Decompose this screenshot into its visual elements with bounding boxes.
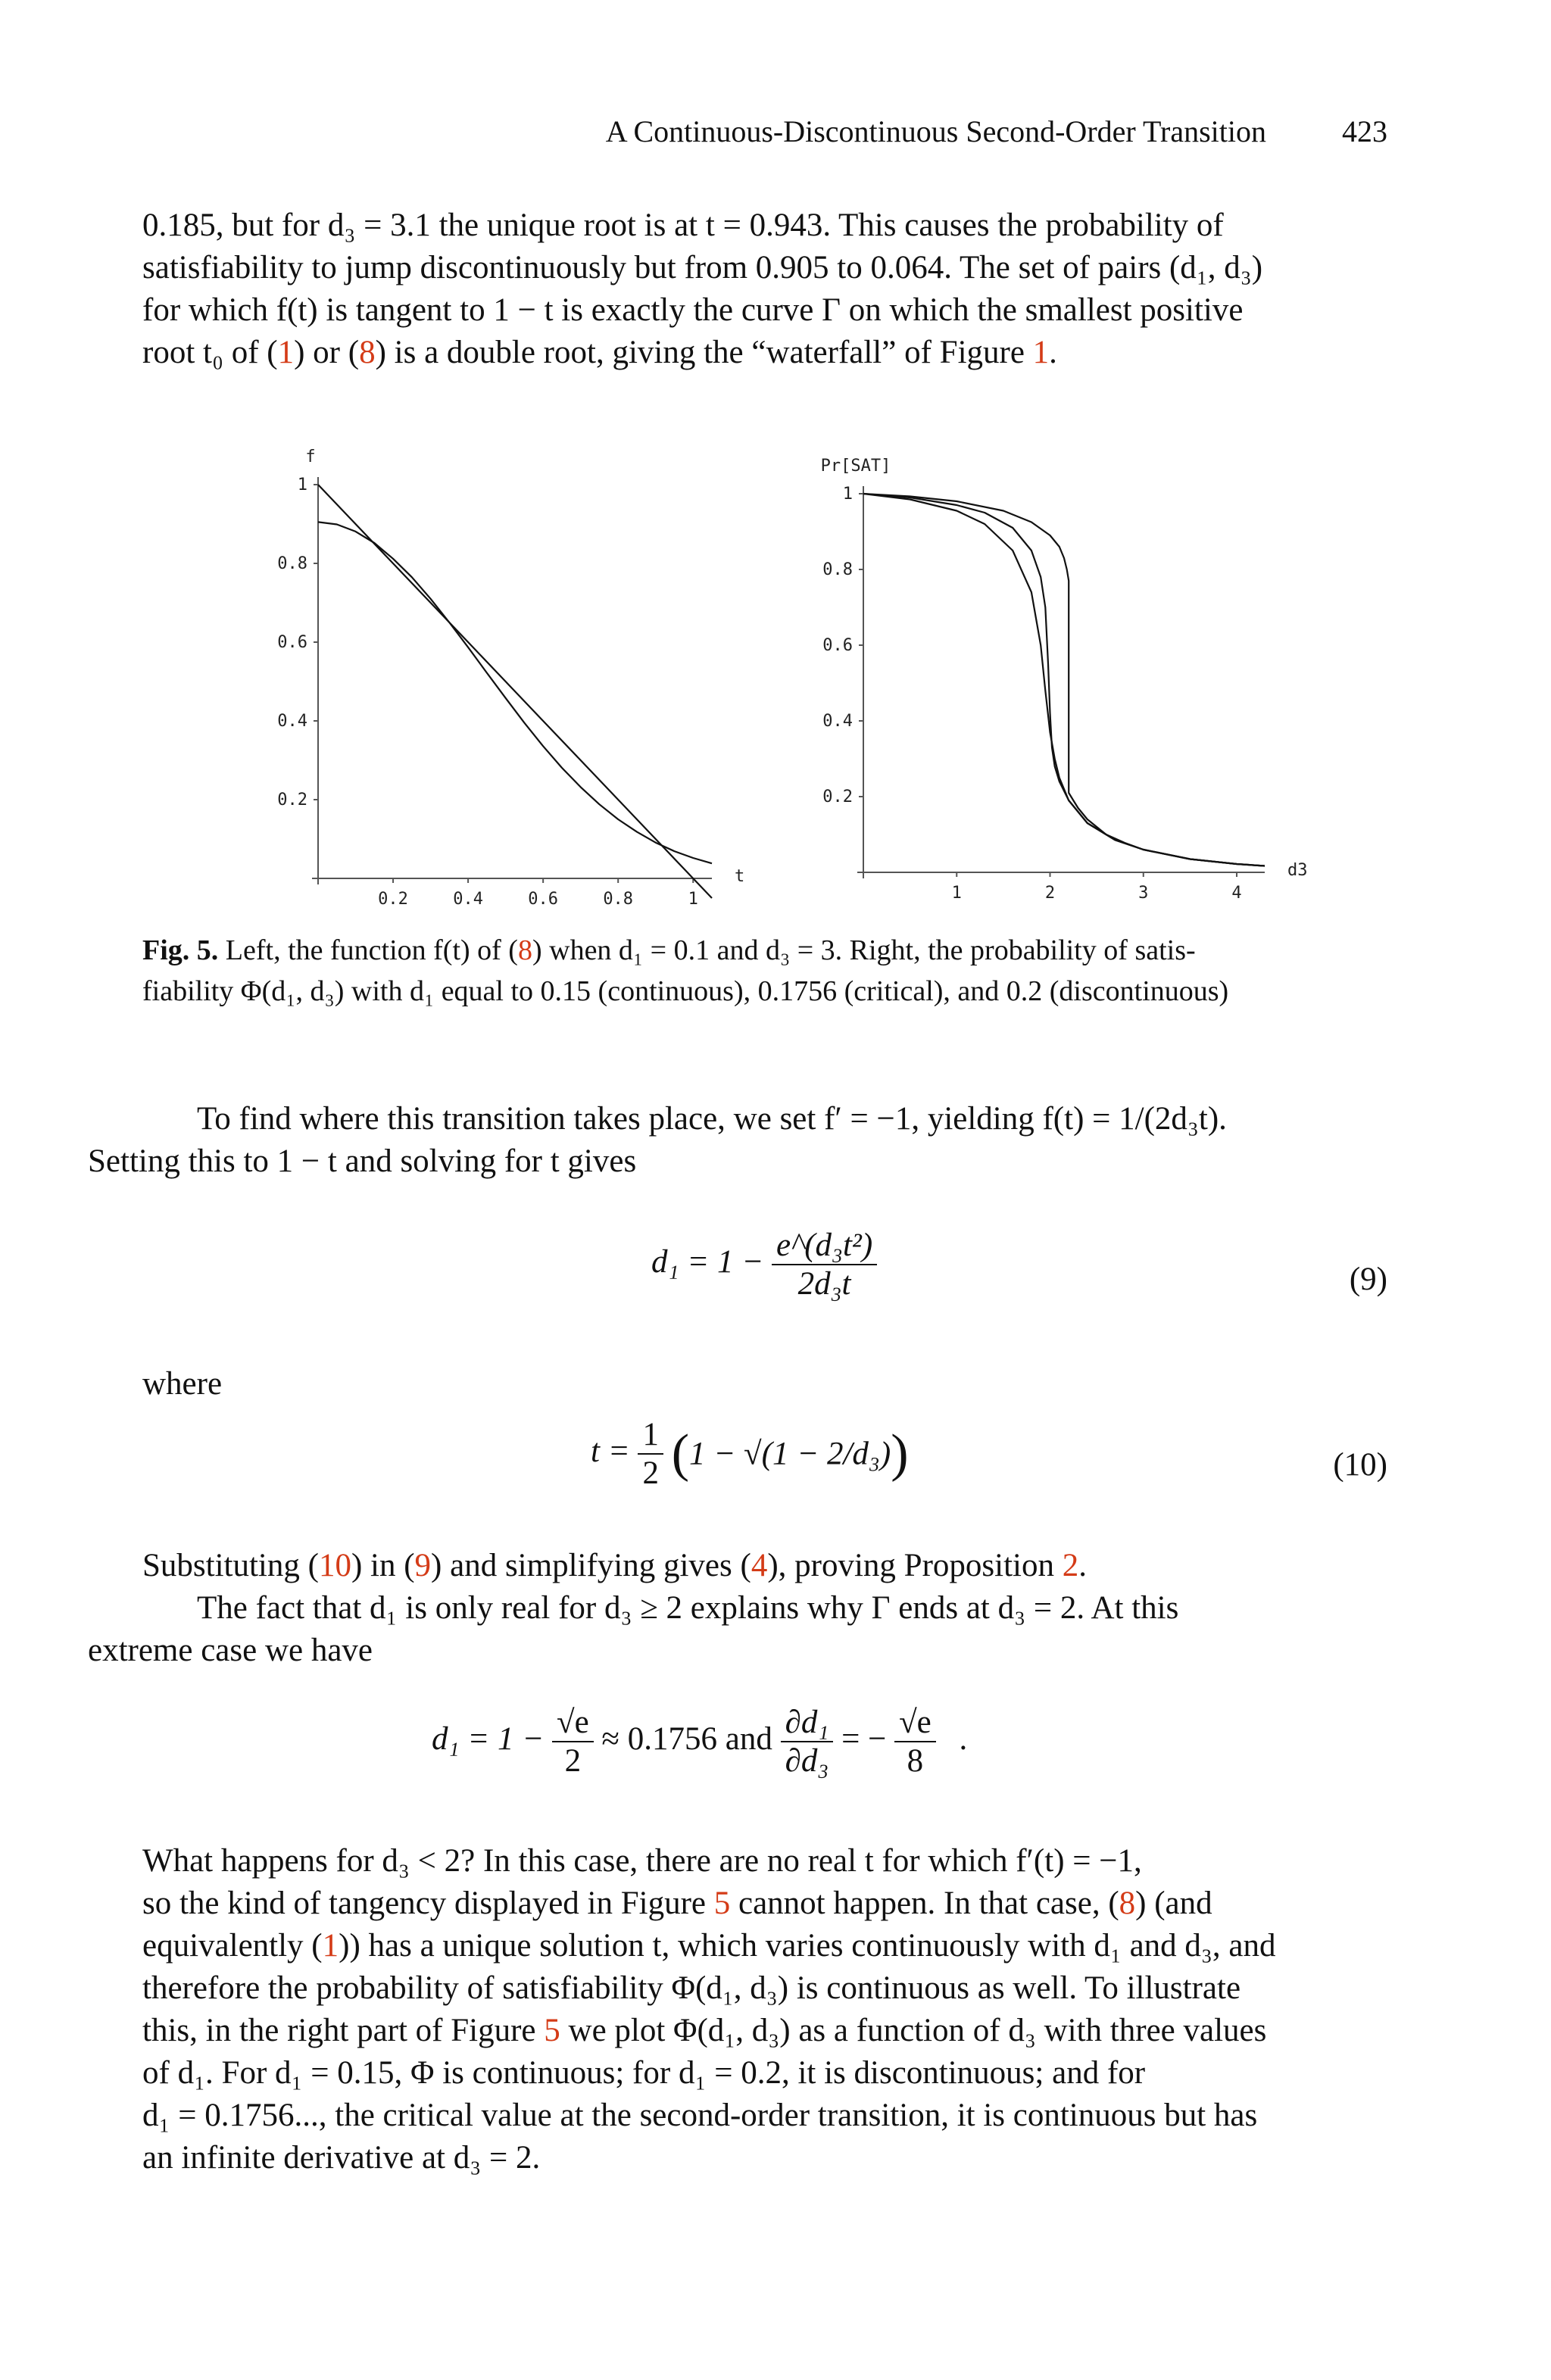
para5-line6: of d₁. For d₁ = 0.15, Φ is continuous; for d₁ = 0.2, it is discontinuous; and for [142,2055,1146,2091]
equation-ref-link[interactable]: 9 [414,1548,432,1583]
y-tick-label: 0.6 [277,633,307,652]
eq11-frac3-denominator: 8 [907,1743,924,1779]
proposition-ref-link[interactable]: 2 [1062,1548,1079,1583]
eq9-numerator: e^(d₃t²) [772,1227,877,1265]
eq11-text2: ≈ 0.1756 and [601,1720,772,1757]
text: ) when d₁ = 0.1 and d₃ = 3. Right, the probability of satis- [532,934,1196,966]
y-axis-label: f [305,448,316,466]
x-tick-label: 1 [688,890,698,909]
equation-ref-link[interactable]: 8 [1119,1886,1136,1921]
eq11-frac2-numerator: ∂d₁ [781,1704,834,1742]
text: . [1078,1548,1087,1583]
text: this, in the right part of Figure [142,2013,545,2048]
series-line-2 [863,494,1265,866]
series-line-3 [863,494,1265,866]
y-tick-label: 0.8 [822,560,853,579]
text: Substituting ( [142,1548,319,1583]
text: root t₀ of ( [142,335,278,370]
equation-ref-link[interactable]: 1 [322,1928,339,1964]
x-tick-label: 3 [1138,884,1149,903]
figure-ref-link[interactable]: 5 [544,2013,560,2048]
para3-line1 [142,1545,1387,1587]
eq11-text4: . [959,1720,968,1757]
caption-fig-label: Fig. 5. [142,934,219,966]
text: ) in ( [351,1548,415,1583]
page-number: 423 [1342,114,1387,148]
para4-line1: The fact that d₁ is only real for d₃ ≥ 2 explains why Γ ends at d₃ = 2. At this [197,1590,1179,1626]
para2-line1: To find where this transition takes place, we set f′ = −1, yielding f(t) = 1/(2d₃t). [197,1101,1227,1137]
equation-ref-link[interactable]: 4 [751,1548,768,1583]
chart-left-f-of-t [257,432,745,916]
eq11-frac3-numerator: √e [894,1704,936,1742]
y-tick-label: 0.2 [822,788,853,806]
paragraph-1 [142,204,1387,374]
eq9-denominator: 2d₃t [797,1266,851,1302]
x-tick-label: 2 [1044,884,1056,903]
equation-10-label: (10) [1333,1447,1387,1483]
eq10-half-denominator: 2 [642,1455,659,1491]
eq9-lhs: d₁ = 1 − [651,1243,764,1280]
equation-10: t = $\frac{1}{2}$ (1 − √(1 − 2/d₃)) [591,1417,909,1491]
figure-ref-link[interactable]: 1 [1032,335,1050,370]
text: equivalently ( [142,1928,323,1964]
eq9-fraction [772,1227,877,1302]
equation-9 [651,1227,877,1302]
paragraph-5 [142,1840,1387,2179]
para5-line2 [142,1882,1387,1925]
series-line-1 [318,485,712,898]
y-tick-label: 1 [297,476,307,494]
paragraph-4 [88,1587,1387,1672]
y-tick-label: 0.2 [277,791,307,809]
text: so the kind of tangency displayed in Figure [142,1886,714,1921]
figure-caption [142,930,1387,1012]
eq10-half [638,1416,663,1492]
eq10-inner: 1 − √(1 − 2/d₃) [689,1436,891,1472]
y-axis-label: Pr[SAT] [820,457,891,476]
figure-ref-link[interactable]: 5 [713,1886,731,1921]
caption-line2: fiability Φ(d₁, d₃) with d₁ equal to 0.15 (continuous), 0.1756 (critical), and 0.2 (discontinuous) [142,975,1229,1007]
text: ) or ( [294,335,360,370]
paragraph-3 [142,1545,1387,1587]
para5-line7: d₁ = 0.1756..., the critical value at the second-order transition, it is continuous but has [142,2098,1258,2133]
x-axis-label: d3 [1287,861,1308,880]
y-tick-label: 0.4 [277,712,307,731]
y-tick-label: 0.8 [277,554,307,573]
text: cannot happen. In that case, ( [730,1886,1119,1921]
text: ) (and [1135,1886,1212,1921]
x-tick-label: 4 [1231,884,1242,903]
caption-line1 [142,930,1387,971]
text: ) is a double root, giving the “waterfall” of Figure [375,335,1033,370]
para5-line8: an infinite derivative at d₃ = 2. [142,2140,541,2176]
header-title: A Continuous-Discontinuous Second-Order Transition [605,114,1266,148]
eq11-fraction2 [781,1704,834,1780]
y-tick-label: 1 [842,485,853,504]
x-axis-label: t [735,867,745,886]
eq11-fraction1 [552,1704,594,1780]
text: ), proving Proposition [767,1548,1063,1583]
text: we plot Φ(d₁, d₃) as a function of d₃ with three values [560,2013,1267,2048]
equation-ref-link[interactable]: 8 [517,934,532,966]
x-tick-label: 1 [951,884,962,903]
y-tick-label: 0.4 [822,712,853,731]
equation-9-label: (9) [1349,1262,1387,1297]
y-tick-label: 0.6 [822,636,853,655]
text: Left, the function f(t) of ( [218,934,518,966]
x-tick-label: 0.2 [378,890,408,909]
eq11-text1: d₁ = 1 − [432,1720,545,1757]
series-line-1 [863,494,1265,866]
where-text: where [142,1366,223,1402]
equation-ref-link[interactable]: 1 [277,335,295,370]
text: . [1049,335,1057,370]
equation-ref-link[interactable]: 10 [318,1548,351,1583]
eq11-frac1-numerator: √e [552,1704,594,1742]
para4-line2: extreme case we have [88,1633,373,1668]
running-header [142,114,1387,159]
equation-ref-link[interactable]: 8 [359,335,376,370]
para1-line1: 0.185, but for d₃ = 3.1 the unique root is at t = 0.943. This causes the probability of [142,207,1224,243]
eq11-frac1-denominator: 2 [564,1743,582,1779]
para1-line3: for which f(t) is tangent to 1 − t is exactly the curve Γ on which the smallest positive [142,292,1244,328]
eq11-frac2-denominator: ∂d₃ [785,1743,829,1779]
text: ) and simplifying gives ( [431,1548,751,1583]
chart-right-pr-sat [810,439,1310,909]
para2-line2: Setting this to 1 − t and solving for t gives [88,1143,637,1179]
para5-line3 [142,1925,1387,1967]
para5-line5 [142,2010,1387,2052]
para1-line2: satisfiability to jump discontinuously but from 0.905 to 0.064. The set of pairs (d₁, d₃) [142,250,1263,285]
para5-line1: What happens for d₃ < 2? In this case, there are no real t for which f′(t) = −1, [142,1843,1142,1879]
eq11-text3: = − [841,1720,887,1757]
x-tick-label: 0.8 [603,890,634,909]
equation-extreme-case [432,1704,967,1780]
text: )) has a unique solution t, which varies continuously with d₁ and d₃, and [339,1928,1276,1964]
x-tick-label: 0.6 [528,890,559,909]
para5-line4: therefore the probability of satisfiability Φ(d₁, d₃) is continuous as well. To illustrate [142,1970,1241,2006]
x-tick-label: 0.4 [453,890,483,909]
paragraph-2 [88,1098,1387,1183]
eq10-lhs: t = [591,1433,630,1469]
series-line-2 [318,522,712,863]
para1-line4 [142,332,1387,374]
eq10-half-numerator: 1 [638,1416,663,1455]
eq11-fraction3 [894,1704,936,1780]
